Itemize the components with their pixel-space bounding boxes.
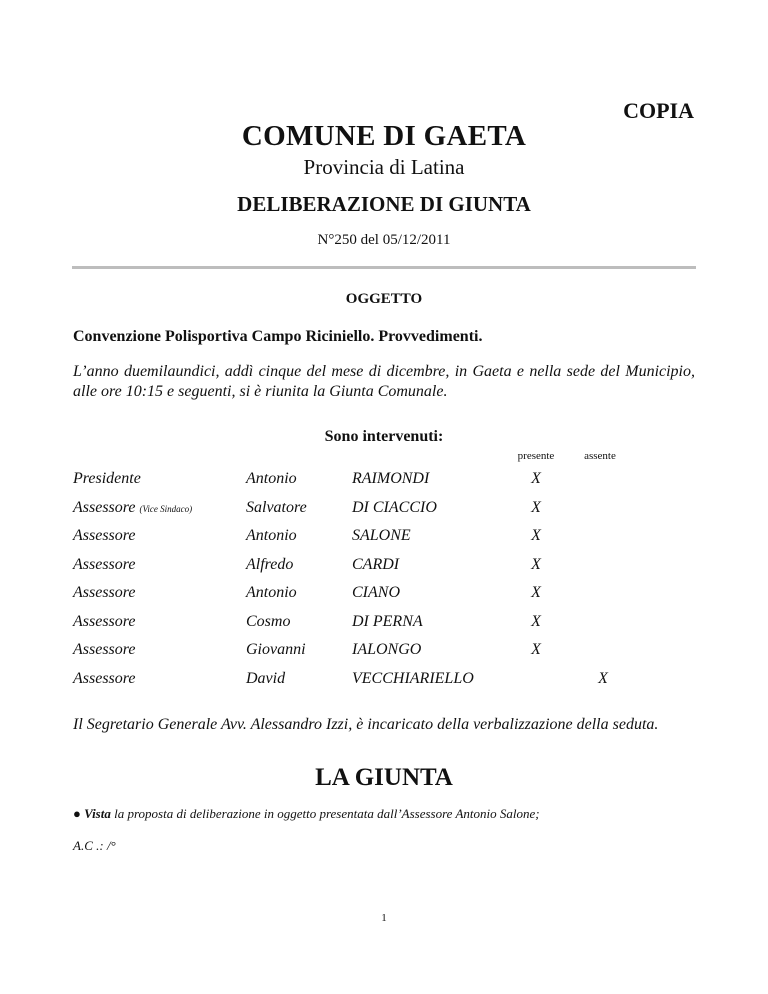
member-row (0, 470, 768, 494)
oggetto-label: OGGETTO (345, 291, 423, 307)
member-role-note: (Vice Sindaco) (139, 504, 193, 514)
member-row (0, 556, 768, 580)
member-first-name: David (246, 670, 286, 687)
member-first-name: Giovanni (246, 641, 306, 658)
segretario-paragraph: Il Segretario Generale Avv. Alessandro Izzi, è incaricato della verbalizzazione della seduta. (73, 716, 659, 733)
member-presente-mark: X (531, 527, 541, 544)
member-last-name: DI PERNA (352, 613, 423, 630)
member-last-name: SALONE (352, 527, 411, 544)
member-role: Assessore (Vice Sindaco) (73, 499, 193, 516)
member-row (0, 499, 768, 523)
column-header-presente: presente (517, 450, 555, 462)
column-header-assente: assente (584, 450, 616, 462)
intro-paragraph: L’anno duemilaundici, addì cinque del mese di dicembre, in Gaeta e nella sede del Municipio, alle ore 10:15 e seguenti, si è riunita la Giunta Comunale. (73, 363, 695, 400)
member-presente-mark: X (531, 556, 541, 573)
member-presente-mark: X (531, 613, 541, 630)
member-first-name: Alfredo (246, 556, 294, 573)
member-row (0, 670, 768, 694)
member-presente-mark: X (531, 499, 541, 516)
ac-reference: A.C .: /° (73, 838, 116, 853)
oggetto-text: Convenzione Polisportiva Campo Riciniello. Provvedimenti. (73, 328, 483, 345)
member-role: Assessore (73, 613, 136, 630)
attendance-title: Sono intervenuti: (324, 428, 444, 445)
member-presente-mark: X (531, 641, 541, 658)
member-first-name: Cosmo (246, 613, 291, 630)
member-row (0, 613, 768, 637)
member-row (0, 527, 768, 551)
member-first-name: Antonio (246, 584, 297, 601)
member-row (0, 584, 768, 608)
page-number: 1 (381, 912, 387, 924)
member-first-name: Antonio (246, 470, 297, 487)
member-first-name: Antonio (246, 527, 297, 544)
member-role: Assessore (73, 670, 136, 687)
member-row (0, 641, 768, 665)
member-role: Assessore (73, 584, 136, 601)
deliberazione-number: N°250 del 05/12/2011 (317, 232, 451, 248)
vista-item (73, 806, 540, 822)
member-role: Presidente (73, 470, 141, 487)
member-last-name: DI CIACCIO (352, 499, 437, 516)
header-divider (72, 266, 696, 269)
comune-title: COMUNE DI GAETA (241, 120, 527, 152)
provincia-subtitle: Provincia di Latina (303, 155, 465, 179)
member-last-name: VECCHIARIELLO (352, 670, 474, 687)
member-presente-mark: X (531, 584, 541, 601)
member-role: Assessore (73, 527, 136, 544)
member-assente-mark: X (598, 670, 608, 687)
member-first-name: Salvatore (246, 499, 307, 516)
vista-text: la proposta di deliberazione in oggetto presentata dall’Assessore Antonio Salone; (110, 806, 540, 821)
bullet-icon: ● (73, 806, 81, 821)
vista-keyword: Vista (84, 806, 111, 821)
member-last-name: CIANO (352, 584, 400, 601)
la-giunta-heading: LA GIUNTA (315, 764, 453, 791)
member-last-name: IALONGO (352, 641, 422, 658)
member-last-name: CARDI (352, 556, 400, 573)
copia-label: COPIA (623, 98, 694, 123)
member-role: Assessore (73, 556, 136, 573)
member-presente-mark: X (531, 470, 541, 487)
deliberazione-heading: DELIBERAZIONE DI GIUNTA (237, 192, 531, 216)
member-role: Assessore (73, 641, 136, 658)
member-last-name: RAIMONDI (352, 470, 430, 487)
